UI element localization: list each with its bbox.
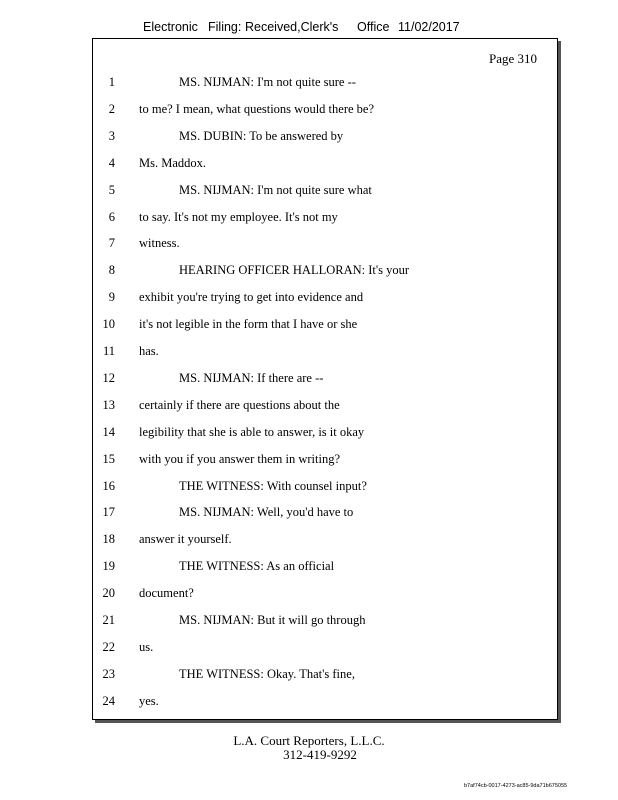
line-number: 4	[108, 155, 115, 170]
line-number: 14	[102, 424, 115, 439]
line-number: 18	[102, 532, 115, 547]
line-text: us.	[139, 639, 154, 654]
transcript-line	[93, 263, 553, 283]
line-text: answer it yourself.	[139, 532, 232, 547]
line-number: 10	[102, 317, 115, 332]
transcript-line	[93, 129, 553, 149]
transcript-line	[93, 425, 553, 445]
header-electronic: Electronic	[143, 20, 198, 34]
document-hash: b7af74cb-0017-4273-ac85-9da71b675055	[464, 783, 568, 789]
line-number: 21	[102, 613, 115, 627]
transcript-line	[93, 398, 553, 418]
transcript-line	[93, 210, 553, 230]
line-number: 8	[108, 263, 115, 278]
line-number: 15	[102, 451, 115, 466]
transcript-line	[93, 236, 553, 256]
transcript-line	[93, 559, 553, 579]
transcript-line	[93, 452, 553, 472]
line-text: MS. DUBIN: To be answered by	[179, 128, 344, 143]
line-text: HEARING OFFICER HALLORAN: It's your	[179, 263, 410, 278]
line-text: it's not legible in the form that I have or she	[139, 317, 358, 332]
line-text: witness.	[139, 236, 180, 251]
line-text: with you if you answer them in writing?	[139, 451, 341, 466]
transcript-line	[93, 532, 553, 552]
line-number: 12	[102, 370, 115, 385]
transcript-line	[93, 586, 553, 606]
line-number: 3	[108, 128, 115, 143]
line-text: MS. NIJMAN: Well, you'd have to	[179, 505, 354, 520]
header-date: 11/02/2017	[398, 20, 460, 34]
transcript-line	[93, 183, 553, 203]
line-text: THE WITNESS: As an official	[179, 559, 335, 574]
line-text: MS. NIJMAN: If there are --	[179, 370, 324, 385]
filing-stamp-header	[0, 20, 618, 38]
line-text: to me? I mean, what questions would there be?	[139, 101, 374, 116]
transcript-line	[93, 75, 553, 95]
transcript-line	[93, 371, 553, 391]
line-number: 19	[102, 559, 115, 574]
line-text: Ms. Maddox.	[139, 155, 207, 170]
footer-company: L.A. Court Reporters, L.L.C.	[233, 733, 385, 748]
line-text: certainly if there are questions about the	[139, 397, 340, 412]
transcript-line	[93, 694, 553, 714]
line-number: 17	[102, 505, 115, 520]
line-text: MS. NIJMAN: But it will go through	[179, 613, 366, 627]
line-text: THE WITNESS: Okay. That's fine,	[179, 666, 355, 681]
transcript-line	[93, 317, 553, 337]
line-number: 5	[108, 182, 115, 197]
line-text: yes.	[139, 693, 159, 708]
header-received: Received,Clerk's	[245, 20, 339, 34]
line-text: legibility that she is able to answer, is it okay	[139, 424, 365, 439]
line-number: 22	[102, 639, 115, 654]
transcript-line	[93, 640, 553, 660]
line-text: THE WITNESS: With counsel input?	[179, 478, 367, 493]
line-number: 11	[102, 344, 115, 358]
transcript-line	[93, 667, 553, 687]
header-filing: Filing:	[208, 20, 242, 34]
footer-phone: 312-419-9292	[283, 747, 357, 762]
line-text: to say. It's not my employee. It's not my	[139, 209, 338, 224]
line-number: 24	[102, 693, 115, 708]
line-number: 23	[102, 666, 115, 681]
line-number: 13	[102, 397, 115, 412]
transcript-line	[93, 102, 553, 122]
line-number: 7	[108, 236, 115, 251]
line-text: document?	[139, 586, 194, 601]
line-text: has.	[139, 344, 159, 358]
transcript-line	[93, 344, 553, 364]
transcript-page	[92, 38, 558, 720]
header-office: Office	[357, 20, 390, 34]
transcript-line	[93, 479, 553, 499]
line-number: 16	[102, 478, 115, 493]
line-number: 2	[108, 101, 115, 116]
line-number: 20	[102, 586, 115, 601]
page-number: Page 310	[488, 51, 537, 66]
transcript-line	[93, 505, 553, 525]
line-text: MS. NIJMAN: I'm not quite sure --	[179, 75, 356, 89]
line-text: MS. NIJMAN: I'm not quite sure what	[179, 182, 372, 197]
transcript-line	[93, 290, 553, 310]
line-number: 6	[108, 209, 115, 224]
transcript-line	[93, 156, 553, 176]
line-number: 1	[108, 75, 115, 89]
line-text: exhibit you're trying to get into evidence and	[139, 290, 364, 305]
transcript-line	[93, 613, 553, 633]
line-number: 9	[108, 290, 115, 305]
